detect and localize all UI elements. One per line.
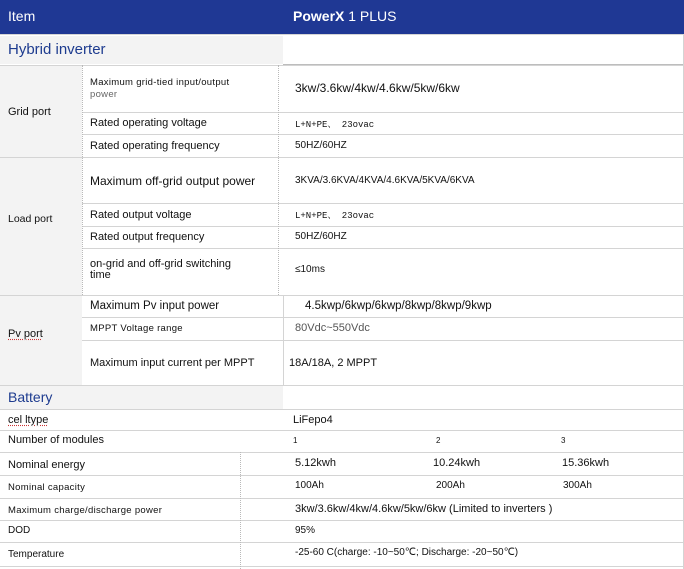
temperature-value: -25-60 C(charge: -10~50℃; Discharge: -20~50℃) xyxy=(295,547,519,558)
grid-max-power-value: 3kw/3.6kw/4kw/4.6kw/5kw/6kw xyxy=(295,81,460,95)
load-frequency-label: Rated output frequency xyxy=(90,231,205,243)
grid-max-power-label: Maximum grid-tied input/output xyxy=(90,77,230,88)
mppt-current-label: Maximum input current per MPPT xyxy=(90,357,255,369)
pv-max-power-value: 4.5kwp/6kwp/6kwp/8kwp/8kwp/9kwp xyxy=(305,300,492,312)
product-model: 1 PLUS xyxy=(344,8,397,24)
hybrid-section-header xyxy=(0,36,283,64)
mppt-voltage-value: 80Vdc~550Vdc xyxy=(295,322,370,334)
load-voltage-value: L+N+PE、 23ovac xyxy=(295,211,375,221)
grid-frequency-label: Rated operating frequency xyxy=(90,140,220,152)
load-port-cell xyxy=(0,157,82,295)
energy-label: Nominal energy xyxy=(8,459,86,471)
energy-value-1: 5.12kwh xyxy=(295,457,336,469)
charge-power-value: 3kw/3.6kw/4kw/4.6kw/5kw/6kw (Limited to inverters ) xyxy=(295,503,553,515)
capacity-label: Nominal capacity xyxy=(8,482,86,493)
load-max-power-label: Maximum off-grid output power xyxy=(90,174,256,188)
product-column-header xyxy=(293,8,397,24)
grid-voltage-label: Rated operating voltage xyxy=(90,117,207,129)
load-voltage-label: Rated output voltage xyxy=(90,209,192,221)
modules-label: Number of modules xyxy=(8,434,104,446)
hybrid-section-title: Hybrid inverter xyxy=(8,41,106,58)
item-column-header: Item xyxy=(8,8,36,24)
load-port-label: Load port xyxy=(8,213,53,225)
load-max-power-value: 3KVA/3.6KVA/4KVA/4.6KVA/5KVA/6KVA xyxy=(295,175,475,186)
modules-value-2: 2 xyxy=(436,436,441,445)
charge-power-label: Maximum charge/discharge power xyxy=(8,505,163,516)
mppt-voltage-label: MPPT Voltage range xyxy=(90,323,183,334)
energy-value-3: 15.36kwh xyxy=(562,457,610,469)
grid-voltage-value: L+N+PE、 23ovac xyxy=(295,120,375,130)
pv-max-power-label: Maximum Pv input power xyxy=(90,300,220,312)
dod-value: 95% xyxy=(295,525,316,536)
grid-max-power-label-cont: power xyxy=(90,89,118,100)
product-brand: PowerX xyxy=(293,8,345,24)
grid-frequency-value: 50HZ/60HZ xyxy=(295,140,347,151)
capacity-value-3: 300Ah xyxy=(563,480,592,491)
load-frequency-value: 50HZ/60HZ xyxy=(295,231,347,242)
battery-section-title: Battery xyxy=(8,389,53,405)
cell-type-value: LiFepo4 xyxy=(293,414,333,426)
cell-type-label: cel ltype xyxy=(8,414,49,426)
switching-time-label: on-grid and off-grid switching xyxy=(90,258,232,270)
capacity-value-2: 200Ah xyxy=(436,480,465,491)
switching-time-value: ≤10ms xyxy=(295,264,325,275)
dod-label: DOD xyxy=(8,525,31,536)
modules-value-3: 3 xyxy=(561,436,566,445)
mppt-current-value: 18A/18A, 2 MPPT xyxy=(289,357,378,369)
pv-port-cell xyxy=(0,295,82,385)
modules-value-1: 1 xyxy=(293,436,298,445)
grid-port-label: Grid port xyxy=(8,106,51,118)
battery-section-header xyxy=(0,385,283,409)
switching-time-label-cont: time xyxy=(90,269,111,281)
pv-port-label: Pv port xyxy=(8,328,43,340)
energy-value-2: 10.24kwh xyxy=(433,457,481,469)
temperature-label: Temperature xyxy=(8,549,65,560)
table-header xyxy=(0,0,684,34)
capacity-value-1: 100Ah xyxy=(295,480,324,491)
